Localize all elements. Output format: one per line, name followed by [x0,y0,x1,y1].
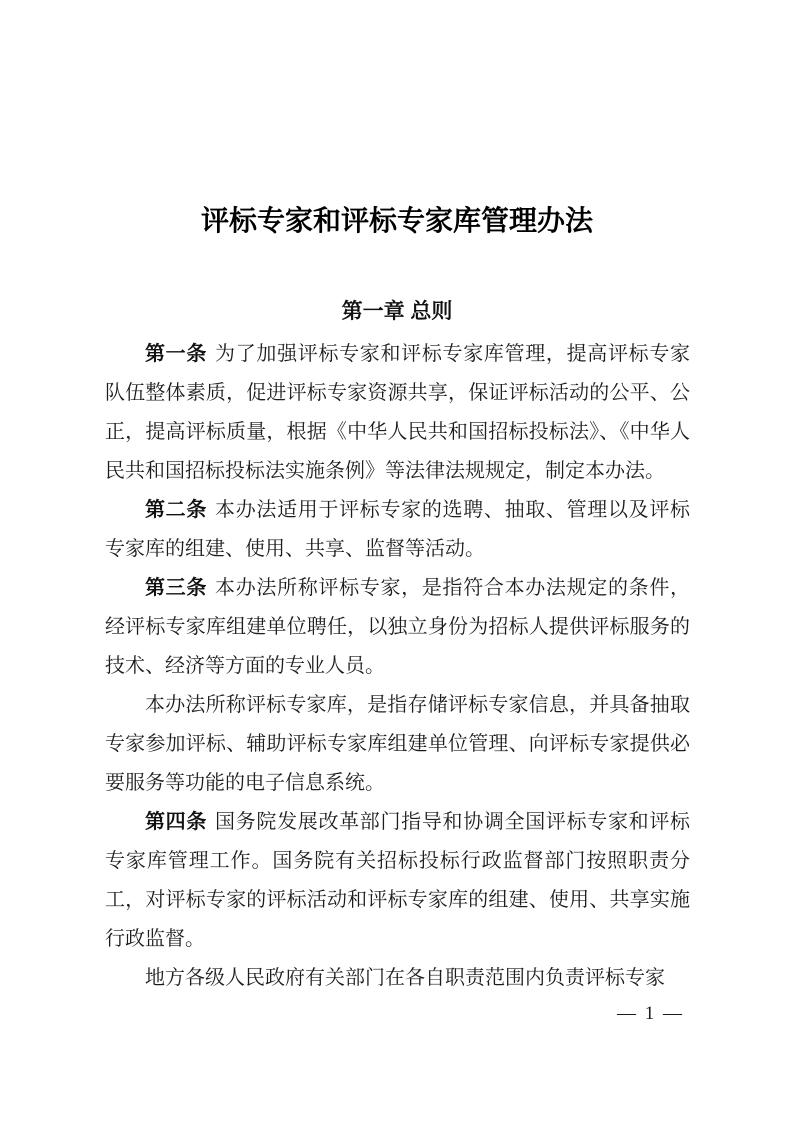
body-paragraph [105,686,690,803]
body-paragraph [105,491,690,569]
paragraph-text: 本办法适用于评标专家的选聘、抽取、管理以及评标专家库的组建、使用、共享、监督等活动。 [105,499,691,560]
document-title: 评标专家和评标专家库管理办法 [200,206,593,237]
page-number: — 1 — [617,1003,684,1024]
article-label: 第四条 [145,811,208,833]
paragraph-text: 地方各级人民政府有关部门在各自职责范围内负责评标专家 [145,967,665,989]
article-label: 第三条 [145,577,208,599]
paragraph-text: 本办法所称评标专家库，是指存储评标专家信息，并具备抽取专家参加评标、辅助评标专家库组建单位管理、向评标专家提供必要服务等功能的电子信息系统。 [105,694,690,794]
document-body [105,335,690,998]
paragraph-text: 国务院发展改革部门指导和协调全国评标专家和评标专家库管理工作。国务院有关招标投标行政监督部门按照职责分工，对评标专家的评标活动和评标专家库的组建、使用、共享实施行政监督。 [105,811,691,950]
body-paragraph [105,335,690,491]
body-paragraph [105,959,690,998]
chapter-heading: 第一章 总则 [341,300,453,323]
article-label: 第二条 [145,499,208,521]
paragraph-text: 为了加强评标专家和评标专家库管理，提高评标专家队伍整体素质，促进评标专家资源共享，保证评标活动的公平、公正，提高评标质量，根据《中华人民共和国招标投标法》、《中华人民共和国招标投标法实施条例》等法律法规规定，制定本办法。 [105,343,691,482]
body-paragraph [105,569,690,686]
paragraph-text: 本办法所称评标专家，是指符合本办法规定的条件，经评标专家库组建单位聘任，以独立身份为招标人提供评标服务的技术、经济等方面的专业人员。 [105,577,691,677]
body-paragraph [105,803,690,959]
article-label: 第一条 [145,343,208,365]
